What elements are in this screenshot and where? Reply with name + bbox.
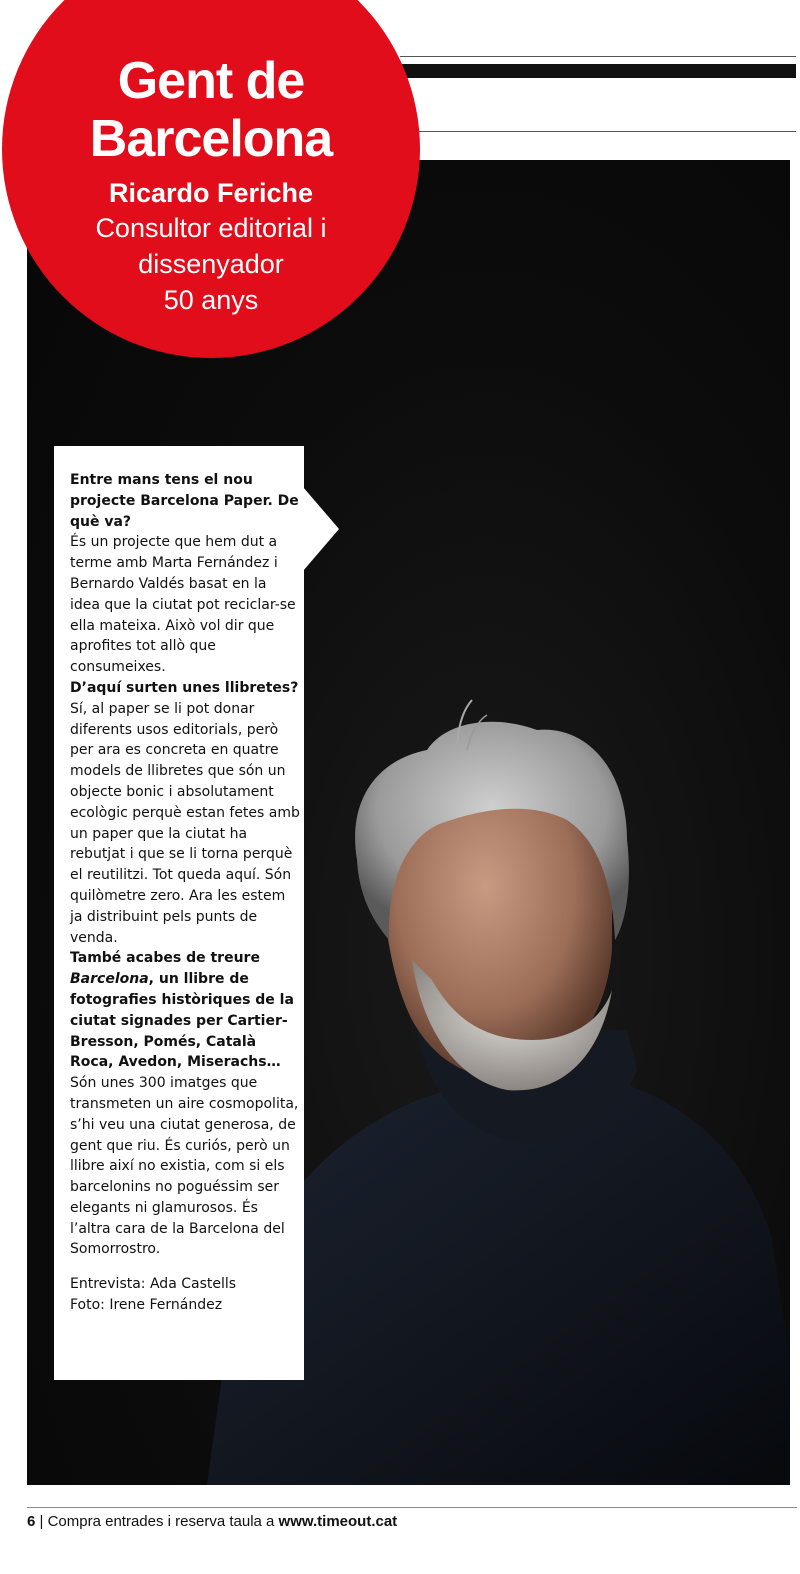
- title-line-2: Barcelona: [89, 110, 333, 168]
- text-box-pointer: [303, 487, 339, 571]
- title-line-1: Gent de: [117, 52, 305, 110]
- interview-text-box: [54, 446, 304, 1380]
- footer-separator: |: [39, 1513, 44, 1530]
- answer-1: És un projecte que hem dut a terme amb Marta Fernández i Bernardo Valdés basat en la idea que la ciutat pot reciclar-se ella mateixa. Això vol dir que aprofites tot allò que consumeixes.: [70, 534, 296, 676]
- title-badge: [2, 0, 420, 358]
- footer-url-link[interactable]: www.timeout.cat: [278, 1513, 398, 1530]
- footer-rule: [27, 1507, 797, 1508]
- subject-role: Consultor editorial i dissenyador: [95, 213, 327, 279]
- answer-3: Són unes 300 imatges que transmeten un aire cosmopolita, s’hi veu una ciutat generosa, de gent que riu. És curiós, però un llibre així no existia, com si els barcelonins no poguéssim ser elegants ni glamurosos. És l’altra cara de la Barcelona del Somorrostro.: [70, 1075, 299, 1258]
- interview-content: [70, 470, 300, 1316]
- credit-photo: Foto: Irene Fernández: [70, 1297, 223, 1314]
- question-3: [70, 948, 300, 1073]
- page-number: 6: [27, 1513, 36, 1530]
- page-footer: [27, 1513, 397, 1530]
- page-title: [2, 52, 420, 168]
- question-1: Entre mans tens el nou projecte Barcelona Paper. De què va?: [70, 472, 299, 530]
- credit-interview: Entrevista: Ada Castells: [70, 1276, 237, 1293]
- header-rule-bottom: [400, 131, 796, 132]
- question-3-end: , un llibre de fotografies històriques de la ciutat signades per Cartier-Bresson, Pomés, Català Roca, Avedon, Miserachs…: [70, 971, 294, 1071]
- answer-2: Sí, al paper se li pot donar diferents usos editorials, però per ara es concreta en quatre models de llibretes que són un objecte bonic i absolutament ecològic perquè estan fetes amb un paper que la ciutat ha rebutjat i que se li torna perquè el reutilitzi. Tot queda aquí. Són quilòmetre zero. Ara les estem ja distribuint pels punts de venda.: [70, 700, 300, 946]
- header-rule-thick: [400, 64, 796, 78]
- question-2: D’aquí surten unes llibretes?: [70, 679, 299, 696]
- header-rule-top: [400, 56, 796, 57]
- subject-age: 50 anys: [163, 285, 259, 315]
- subject-name: Ricardo Feriche: [108, 178, 314, 208]
- footer-text: Compra entrades i reserva taula a: [47, 1513, 275, 1530]
- question-3-start: També acabes de treure: [70, 950, 260, 967]
- question-3-book-title: Barcelona: [70, 971, 149, 988]
